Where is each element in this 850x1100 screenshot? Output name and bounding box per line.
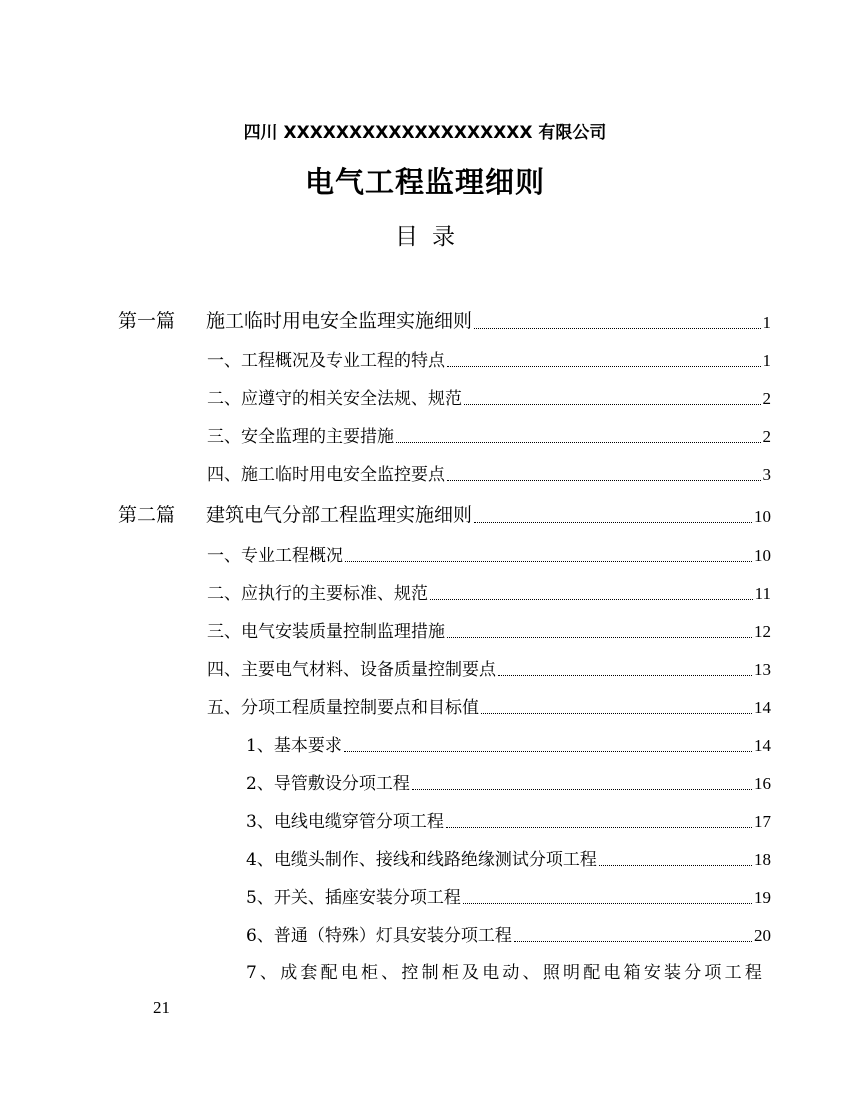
toc-item-label: 5、开关、插座安装分项工程 <box>246 888 461 908</box>
toc-subitem[interactable] <box>246 768 771 794</box>
page-number: 12 <box>754 622 771 641</box>
toc-item-label: 三、安全监理的主要措施 <box>207 427 394 447</box>
page-number: 2 <box>762 427 771 446</box>
toc-subitem[interactable] <box>246 806 771 832</box>
toc-item-label: 4、电缆头制作、接线和线路绝缘测试分项工程 <box>246 850 597 870</box>
page-number: 11 <box>754 584 771 603</box>
leader-dots <box>447 480 761 481</box>
leader-dots <box>599 865 752 866</box>
page-number: 2 <box>762 389 771 408</box>
toc-item[interactable] <box>207 459 771 485</box>
toc-item[interactable] <box>207 654 771 680</box>
toc-item[interactable] <box>207 540 771 566</box>
page-number: 14 <box>754 698 771 717</box>
toc-item-label: 四、施工临时用电安全监控要点 <box>207 465 445 485</box>
part-title: 施工临时用电安全监理实施细则 <box>206 310 473 332</box>
page-number: 10 <box>754 546 771 565</box>
part-number: 第二篇 <box>118 504 176 526</box>
page-number: 14 <box>754 736 771 755</box>
leader-dots <box>412 789 752 790</box>
leader-dots <box>430 599 753 600</box>
toc-item-label: 一、专业工程概况 <box>207 546 343 566</box>
toc-item[interactable] <box>207 345 771 371</box>
toc-heading: 目录 <box>395 224 469 250</box>
toc-item-label: 二、应执行的主要标准、规范 <box>207 584 428 604</box>
leader-dots <box>481 713 752 714</box>
document-title: 电气工程监理细则 <box>304 165 545 199</box>
leader-dots <box>344 751 752 752</box>
page-number: 1 <box>762 313 771 332</box>
page-number: 19 <box>754 888 771 907</box>
page-number: 16 <box>754 774 771 793</box>
toc-item-label: 二、应遵守的相关安全法规、规范 <box>207 389 462 409</box>
toc-subitem[interactable] <box>246 844 771 870</box>
page-number: 20 <box>754 926 771 945</box>
toc-subitem-continued[interactable]: 7、成套配电柜、控制柜及电动、照明配电箱安装分项工程 <box>246 963 766 983</box>
page-number: 10 <box>754 507 771 526</box>
page-number: 1 <box>762 351 771 370</box>
toc-item-label: 四、主要电气材料、设备质量控制要点 <box>207 660 496 680</box>
toc-item[interactable] <box>207 421 771 447</box>
toc-subitem[interactable] <box>246 730 771 756</box>
toc-part-2[interactable] <box>118 497 771 527</box>
toc-item-label: 1、基本要求 <box>246 736 342 756</box>
leader-dots <box>447 637 752 638</box>
page-number: 13 <box>754 660 771 679</box>
leader-dots <box>463 903 752 904</box>
part-number: 第一篇 <box>118 310 176 332</box>
toc-subitem[interactable] <box>246 882 771 908</box>
part-title: 建筑电气分部工程监理实施细则 <box>206 504 473 526</box>
leader-dots <box>345 561 752 562</box>
toc-item-label: 一、工程概况及专业工程的特点 <box>207 351 445 371</box>
page-footer-number: 21 <box>153 998 170 1017</box>
leader-dots <box>474 522 752 523</box>
toc-item-label: 3、电线电缆穿管分项工程 <box>246 812 444 832</box>
company-name: 四川 XXXXXXXXXXXXXXXXXXX 有限公司 <box>243 123 607 143</box>
toc-item[interactable] <box>207 692 771 718</box>
toc-item-label: 6、普通（特殊）灯具安装分项工程 <box>246 926 512 946</box>
toc-part-1[interactable] <box>118 303 771 333</box>
toc-item-label: 2、导管敷设分项工程 <box>246 774 410 794</box>
leader-dots <box>396 442 761 443</box>
leader-dots <box>464 404 761 405</box>
leader-dots <box>514 941 752 942</box>
leader-dots <box>446 827 752 828</box>
page-number: 18 <box>754 850 771 869</box>
toc-item[interactable] <box>207 616 771 642</box>
leader-dots <box>447 366 761 367</box>
toc-item-label: 三、电气安装质量控制监理措施 <box>207 622 445 642</box>
page-number: 17 <box>754 812 771 831</box>
page-number: 3 <box>762 465 771 484</box>
toc-item-label: 五、分项工程质量控制要点和目标值 <box>207 698 479 718</box>
leader-dots <box>474 328 760 329</box>
leader-dots <box>498 675 752 676</box>
toc-item[interactable] <box>207 578 771 604</box>
toc-subitem[interactable] <box>246 920 771 946</box>
toc-item[interactable] <box>207 383 771 409</box>
